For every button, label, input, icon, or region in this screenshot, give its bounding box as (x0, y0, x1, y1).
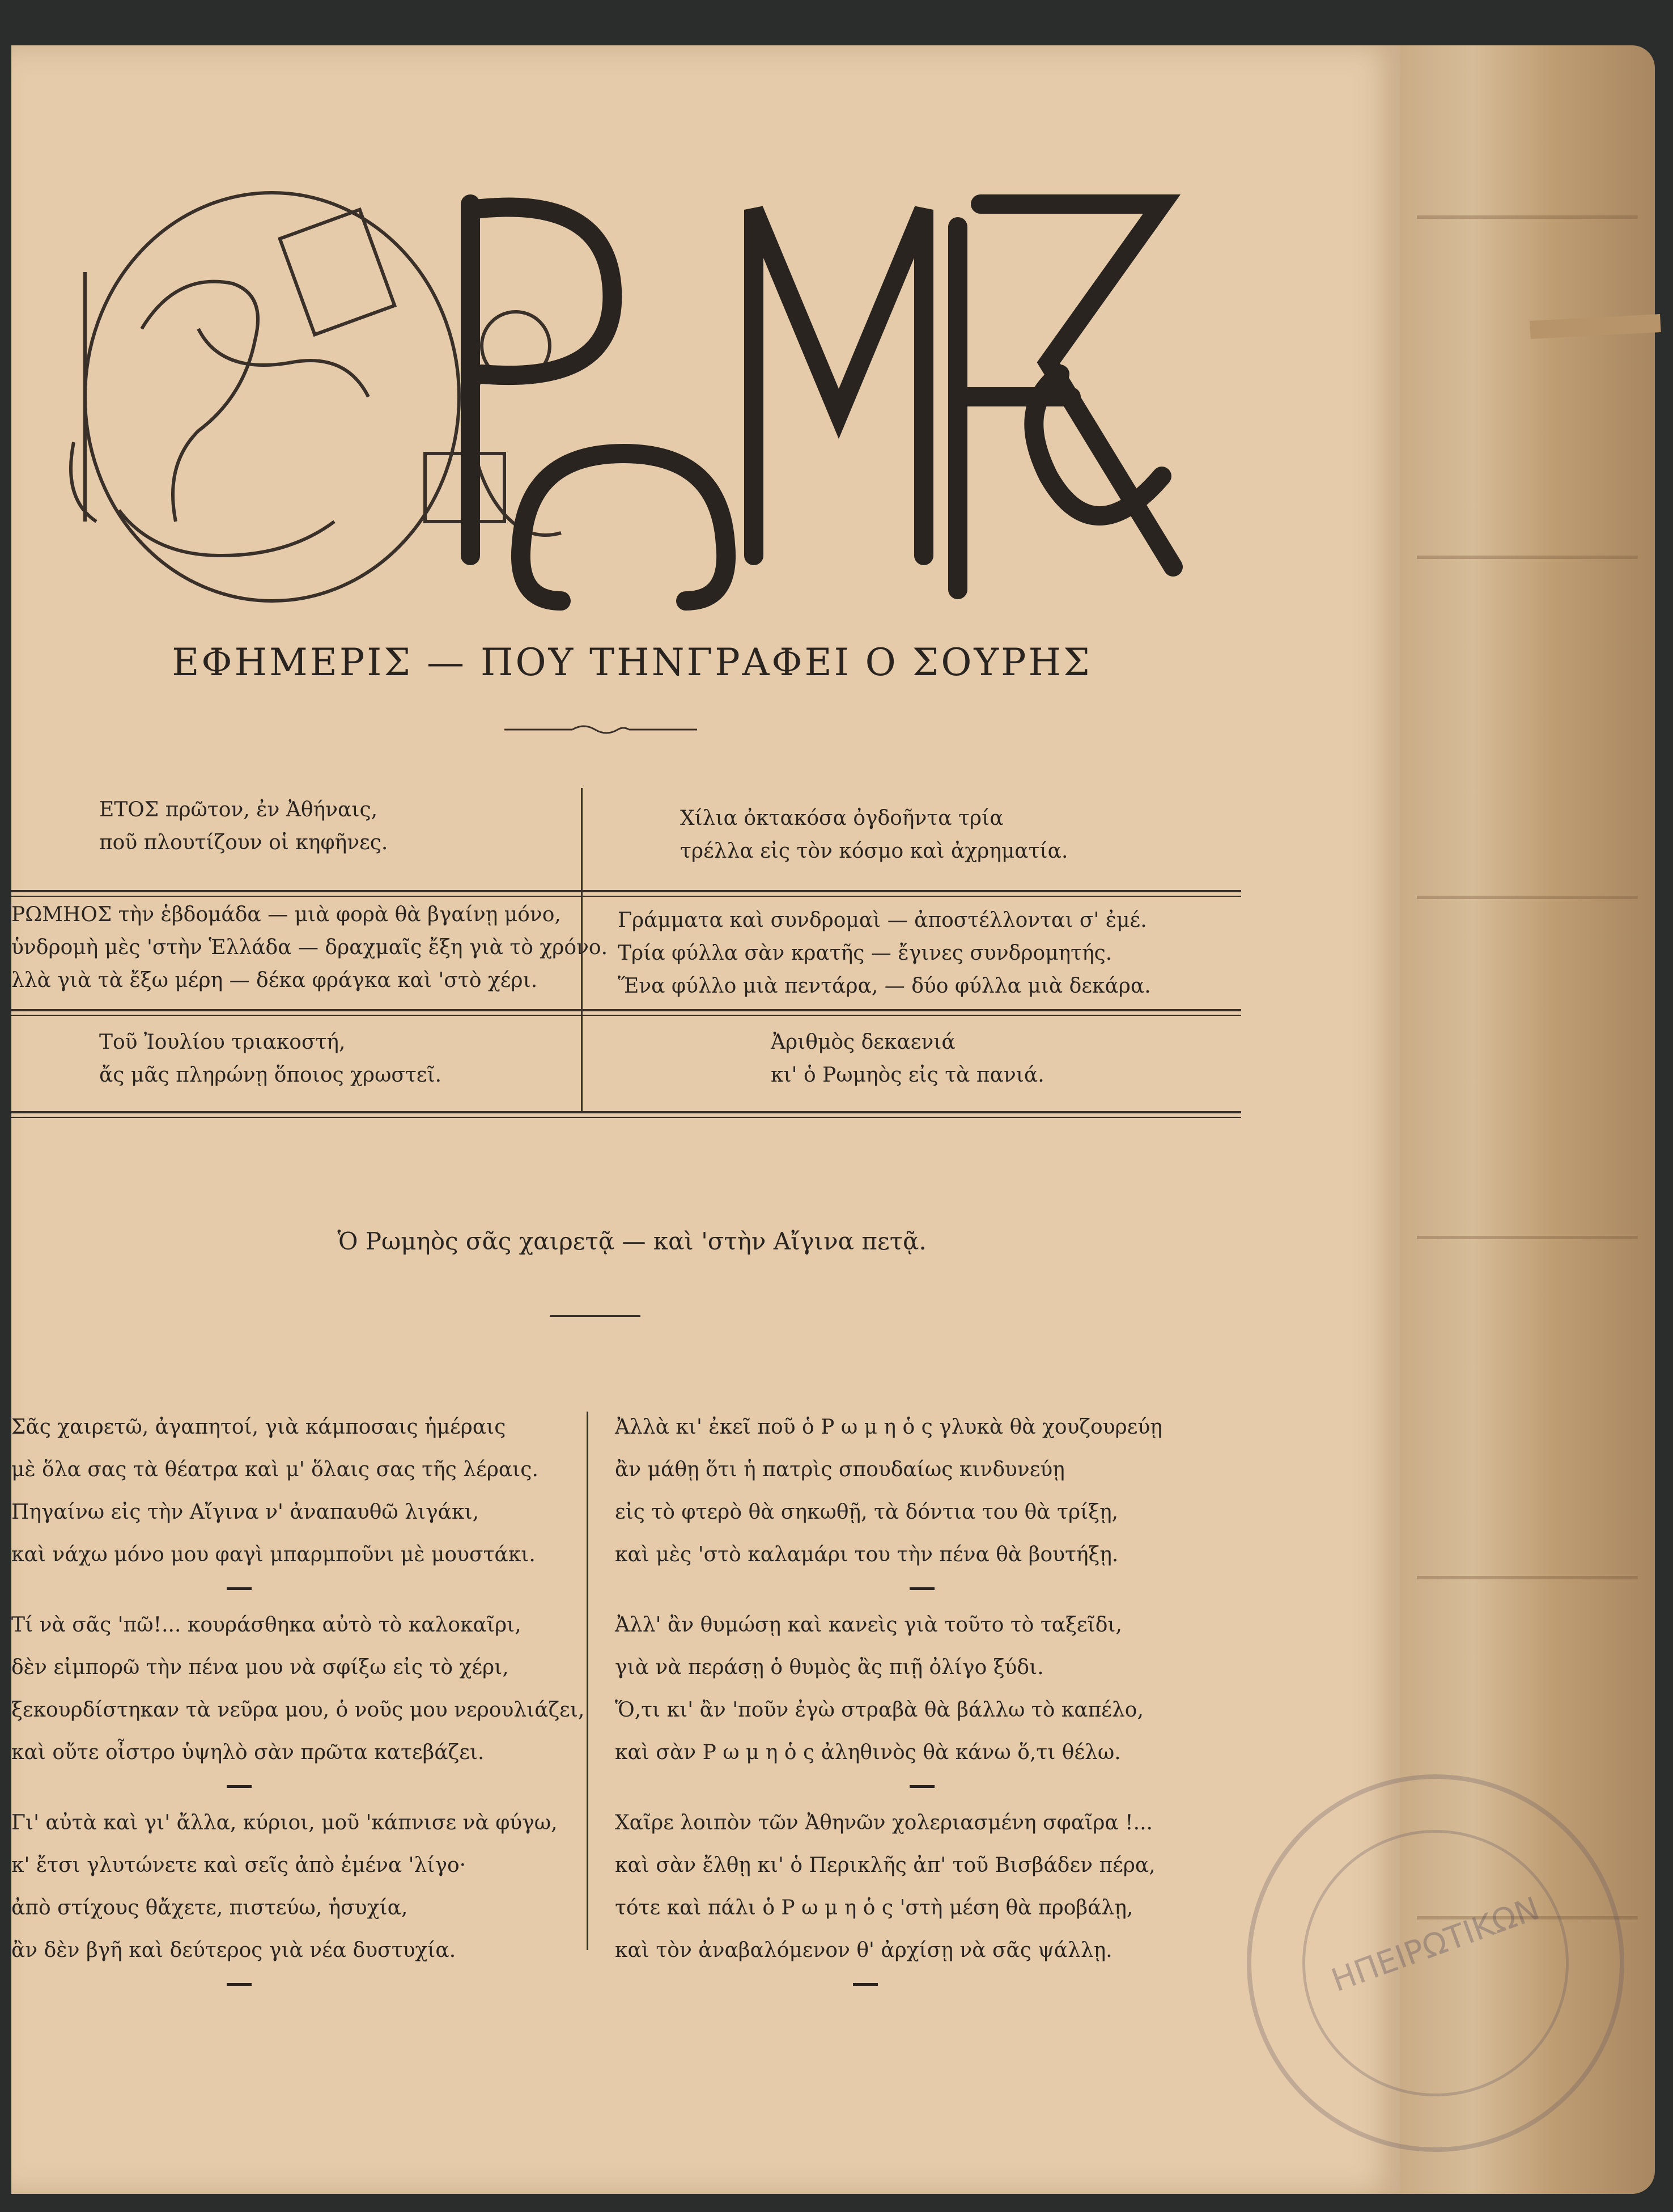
info-line: λλὰ γιὰ τὰ ἔξω μέρη — δέκα φράγκα καὶ 'στὸ χέρι. (11, 969, 538, 992)
poem-line: ξεκουρδίστηκαν τὰ νεῦρα μου, ὁ νοῦς μου νερουλιάζει, (11, 1698, 585, 1722)
info-line: Τοῦ Ἰουλίου τριακοστή, (99, 1031, 346, 1054)
info-row2-left (11, 899, 608, 997)
poem-line: Πηγαίνω εἰς τὴν Αἴγινα ν' ἀναπαυθῶ λιγάκι, (11, 1501, 479, 1524)
info-line: ΡΩΜΗΟΣ τὴν ἑβδομάδα — μιὰ φορὰ θὰ βγαίνῃ μόνο, (11, 903, 561, 926)
poem-line: Ἀλλὰ κι' ἐκεῖ ποῦ ὁ Ρ ω μ η ὁ ς γλυκὰ θὰ χουζουρεύῃ (615, 1416, 1162, 1439)
stanza-dash (910, 1587, 935, 1590)
table-rule-bottom (11, 1111, 1241, 1113)
info-row1-right (680, 802, 1068, 868)
info-line: κι' ὁ Ρωμηὸς εἰς τὰ πανιά. (771, 1063, 1044, 1087)
info-row1-left (99, 794, 388, 859)
poem-line: Γι' αὐτὰ καὶ γι' ἄλλα, κύριοι, μοῦ 'κάπνισε νὰ φύγω, (11, 1811, 558, 1834)
ornament-divider (504, 723, 697, 736)
poem-line: Σᾶς χαιρετῶ, ἀγαπητοί, γιὰ κάμποσαις ἡμέραις (11, 1416, 506, 1439)
info-row3-right (771, 1026, 1044, 1092)
poem-line: ἀπὸ στίχους θἄχετε, πιστεύω, ἡσυχία, (11, 1896, 408, 1919)
poem-line: εἰς τὸ φτερὸ θὰ σηκωθῇ, τὰ δόντια του θὰ τρίξῃ, (615, 1501, 1119, 1524)
table-rule-mid (11, 1009, 1241, 1011)
library-stamp (1247, 1774, 1624, 2152)
newspaper-page (11, 45, 1400, 2194)
info-line: ποῦ πλουτίζουν οἱ κηφῆνες. (99, 831, 388, 854)
info-line: ὑνδρομὴ μὲς 'στὴν Ἑλλάδα — δραχμαῖς ἔξη γιὰ τὸ χρόνο. (11, 936, 608, 959)
poem-line: καὶ σὰν ἔλθῃ κι' ὁ Περικλῆς ἀπ' τοῦ Βισβάδεν πέρα, (615, 1854, 1156, 1877)
stanza-dash (853, 1983, 878, 1986)
poem-line: δὲν εἰμπορῶ τὴν πένα μου νὰ σφίξω εἰς τὸ χέρι, (11, 1656, 509, 1679)
headline-rule (550, 1315, 640, 1317)
poem-left-column (11, 1406, 584, 1999)
poem-line: τότε καὶ πάλι ὁ Ρ ω μ η ὁ ς 'στὴ μέση θὰ προβάλῃ, (615, 1896, 1133, 1919)
stanza-dash (227, 1983, 252, 1986)
table-rule-bottom-2 (11, 1117, 1241, 1118)
info-line: ΕΤΟΣ πρῶτον, ἐν Ἀθήναις, (99, 798, 378, 821)
library-stamp-text: ΗΠΕΙΡΩΤΙΚΩΝ (1327, 1890, 1544, 1999)
poem-column-divider (587, 1412, 588, 1950)
poem-line: καὶ νάχω μόνο μου φαγὶ μπαρμποῦνι μὲ μουστάκι. (11, 1543, 536, 1566)
poem-line: καὶ οὔτε οἶστρο ὑψηλὸ σὰν πρῶτα κατεβάζει. (11, 1741, 485, 1764)
masthead-subtitle: ΕΦΗΜΕΡΙΣ — ΠΟΥ ΤΗΝΓΡΑΦΕΙ Ο ΣΟΥΡΗΣ (172, 641, 1092, 684)
poem-line: καὶ τὸν ἀναβαλόμενον θ' ἀρχίσῃ νὰ σᾶς ψάλλῃ. (615, 1939, 1112, 1962)
headline: Ὁ Ρωμηὸς σᾶς χαιρετᾷ — καὶ 'στὴν Αἴγινα πετᾷ. (337, 1227, 927, 1255)
info-line: Χίλια ὀκτακόσα ὀγδοῆντα τρία (680, 807, 1004, 830)
info-row3-left (99, 1026, 441, 1092)
poem-line: καὶ σὰν Ρ ω μ η ὁ ς ἀληθινὸς θὰ κάνω ὅ,τι θέλω. (615, 1741, 1121, 1764)
info-line: Γράμματα καὶ συνδρομαὶ — ἀποστέλλονται σ' ἐμέ. (618, 909, 1147, 932)
poem-right-column (615, 1406, 1162, 1999)
poem-line: καὶ μὲς 'στὸ καλαμάρι του τὴν πένα θὰ βουτήξῃ. (615, 1543, 1119, 1566)
stanza-dash (227, 1785, 252, 1788)
poem-line: Τί νὰ σᾶς 'πῶ!... κουράσθηκα αὐτὸ τὸ καλοκαῖρι, (11, 1613, 521, 1637)
stanza-dash (910, 1785, 935, 1788)
poem-line: Ὅ,τι κι' ἂν 'ποῦν ἐγὼ στραβὰ θὰ βάλλω τὸ καπέλο, (615, 1698, 1144, 1722)
stanza-dash (227, 1587, 252, 1590)
poem-line: γιὰ νὰ περάσῃ ὁ θυμὸς ἂς πιῇ ὀλίγο ξύδι. (615, 1656, 1044, 1679)
table-rule-top-2 (11, 896, 1241, 897)
info-line: Τρία φύλλα σὰν κρατῆς — ἔγινες συνδρομητής. (618, 942, 1112, 965)
poem-line: μὲ ὅλα σας τὰ θέατρα καὶ μ' ὅλαις σας τῆς λέραις. (11, 1458, 538, 1481)
info-line: Ἕνα φύλλο μιὰ πεντάρα, — δύο φύλλα μιὰ δεκάρα. (618, 974, 1151, 998)
table-rule-top (11, 890, 1241, 892)
masthead-illustration (51, 159, 1207, 612)
poem-line: ἂν μάθῃ ὅτι ἡ πατρὶς σπουδαίως κινδυνεύῃ (615, 1458, 1065, 1481)
info-line: ἄς μᾶς πληρώνῃ ὅποιος χρωστεῖ. (99, 1063, 442, 1087)
poem-line: Χαῖρε λοιπὸν τῶν Ἀθηνῶν χολεριασμένη σφαῖρα !... (615, 1811, 1153, 1834)
info-line: τρέλλα εἰς τὸν κόσμο καὶ ἀχρηματία. (680, 840, 1068, 863)
info-row2-right (618, 904, 1151, 1003)
info-line: Ἀριθμὸς δεκαενιά (771, 1031, 956, 1054)
poem-line: ἂν δὲν βγῆ καὶ δεύτερος γιὰ νέα δυστυχία. (11, 1939, 456, 1962)
poem-line: κ' ἔτσι γλυτώνετε καὶ σεῖς ἀπὸ ἐμένα 'λίγο· (11, 1854, 466, 1877)
masthead (51, 159, 1207, 612)
table-rule-mid-2 (11, 1015, 1241, 1016)
poem-line: Ἀλλ' ἂν θυμώσῃ καὶ κανεὶς γιὰ τοῦτο τὸ ταξεῖδι, (615, 1613, 1122, 1637)
